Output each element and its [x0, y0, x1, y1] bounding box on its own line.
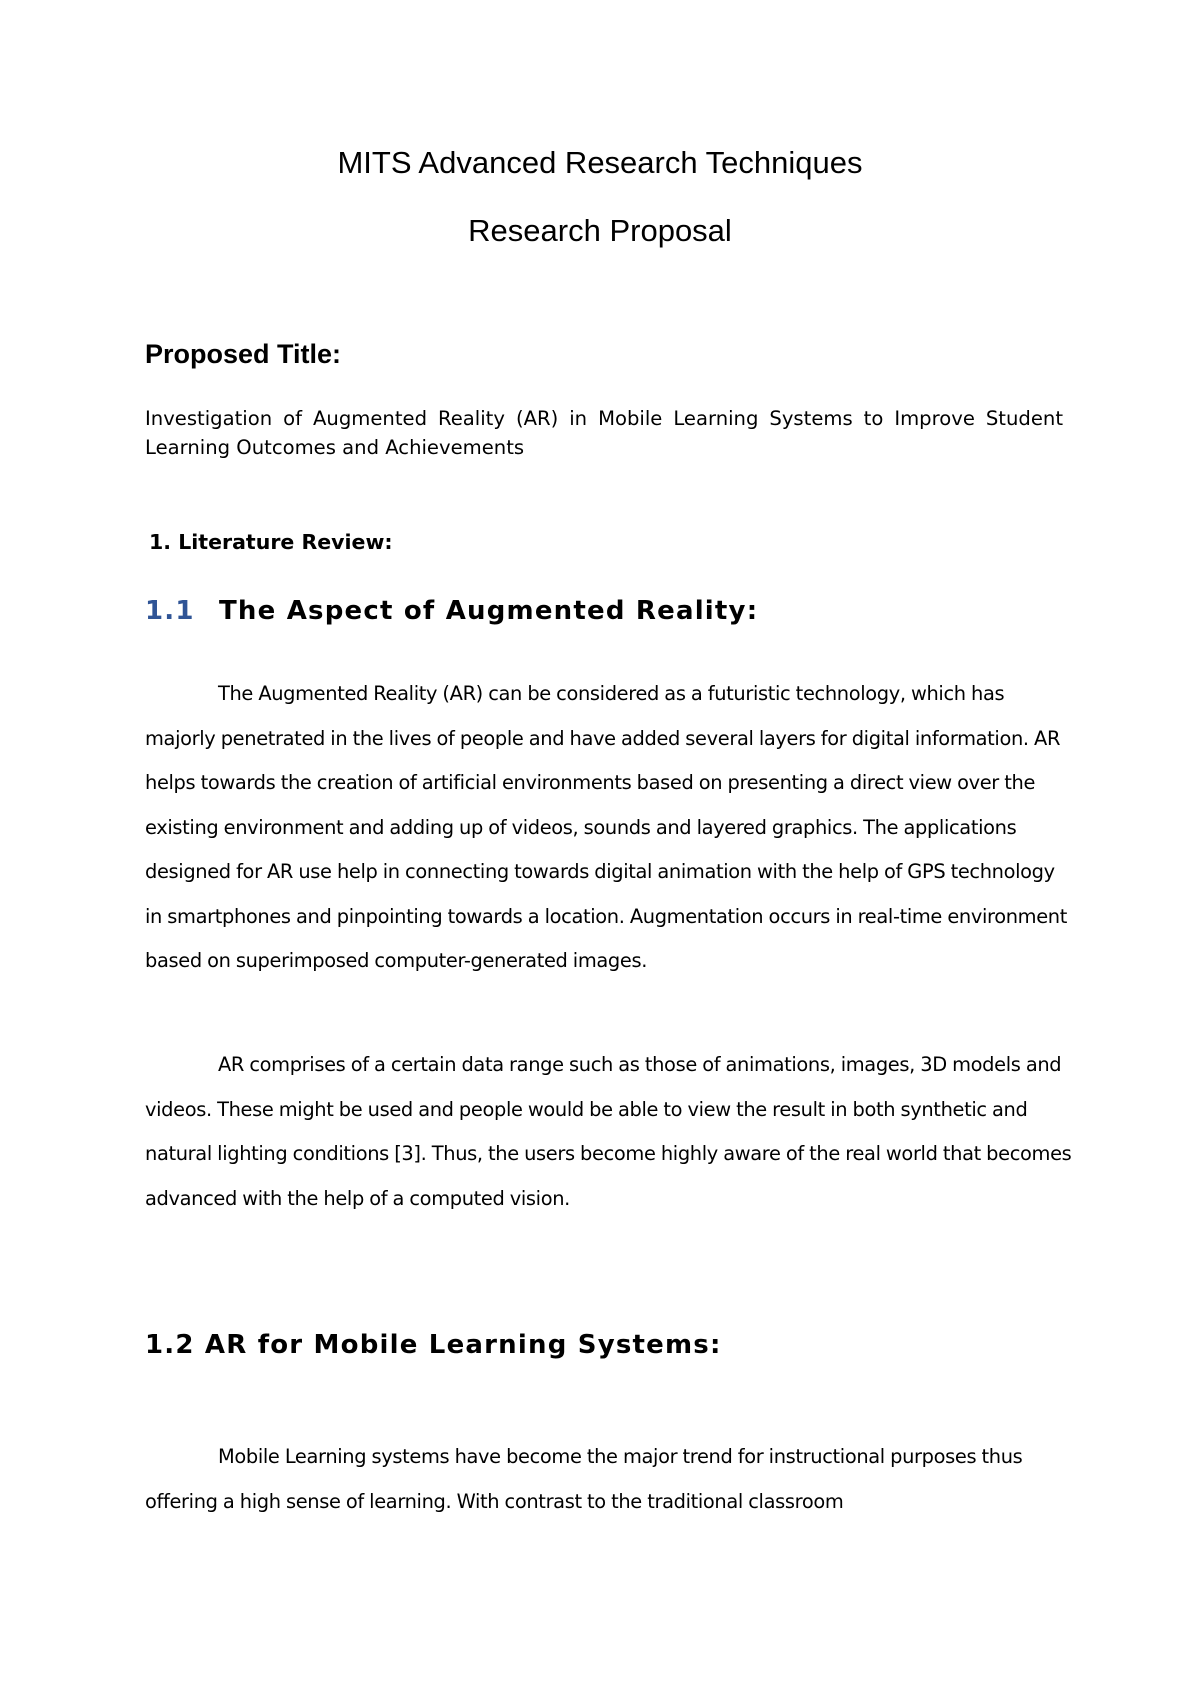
section-1-1-heading: [145, 593, 758, 629]
section-1-1-number: 1.1: [145, 596, 195, 626]
proposed-title-text: Investigation of Augmented Reality (AR) in Mobile Learning Systems to Improve Student Learning Outcomes and Achievements: [145, 407, 1063, 459]
course-title: MITS Advanced Research Techniques: [337, 145, 863, 180]
section-1-heading: 1. Literature Review:: [149, 530, 393, 554]
section-1-2-heading: 1.2 AR for Mobile Learning Systems:: [145, 1330, 722, 1360]
section-1-1-paragraph: The Augmented Reality (AR) can be considered as a futuristic technology, which has majorly penetrated in the lives of people and have added several layers for digital information. AR helps towards the creation of artificial environments based on presenting a direct view over the existing environment and adding up of videos, sounds and layered graphics. The applications designed for AR use help in connecting towards digital animation with the help of GPS technology in smartphones and pinpointing towards a location. Augmentation occurs in real-time environment based on superimposed computer-generated images.: [145, 682, 1067, 972]
proposed-title-label: Proposed Title:: [145, 339, 342, 369]
document-title: Research Proposal: [468, 213, 732, 248]
section-1-2-paragraph: Mobile Learning systems have become the major trend for instructional purposes thus offering a high sense of learning. With contrast to the traditional classroom: [145, 1445, 1023, 1513]
section-1-1-title: The Aspect of Augmented Reality:: [219, 596, 759, 626]
section-1-1-paragraph: AR comprises of a certain data range such as those of animations, images, 3D models and videos. These might be used and people would be able to view the result in both synthetic and natural lighting conditions [3]. Thus, the users become highly aware of the real world that becomes advanced with the help of a computed vision.: [145, 1053, 1072, 1210]
